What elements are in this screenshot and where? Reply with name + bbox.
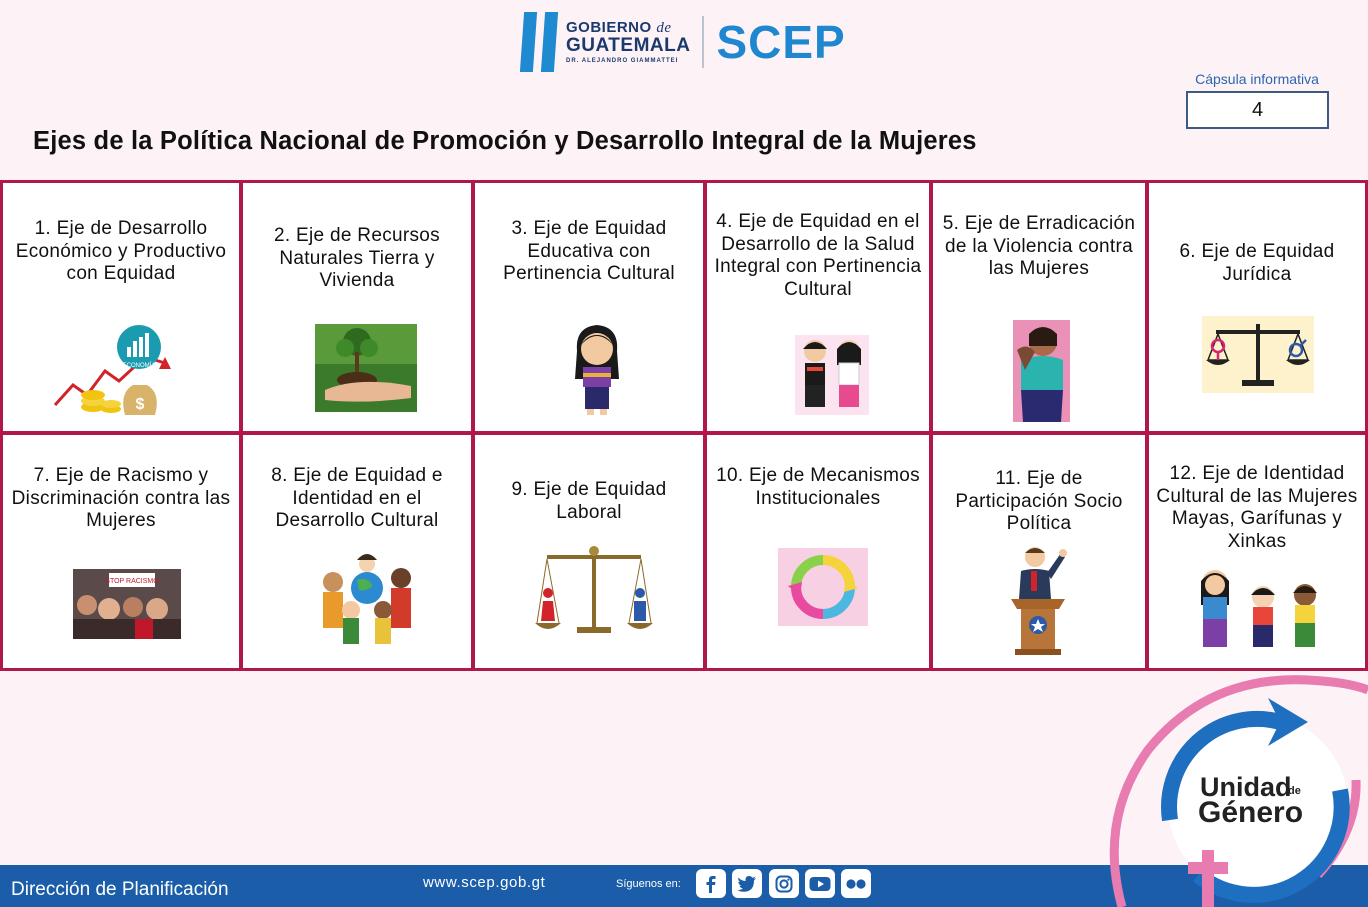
axis-card-6	[1146, 180, 1368, 434]
capsule-label: Cápsula informativa	[1195, 71, 1319, 87]
gobierno-line3: DR. ALEJANDRO GIAMMATTEI	[566, 58, 679, 64]
axis-card-4	[704, 180, 932, 434]
labor-scale-icon	[535, 543, 653, 639]
axis-label: 1. Eje de Desarrollo Económico y Productivo con Equidad	[15, 218, 227, 284]
diverse-people-globe-icon	[315, 548, 419, 652]
gender-logo-word1: Unidad	[1200, 772, 1292, 802]
axis-card-5	[930, 180, 1148, 434]
axis-card-12	[1146, 432, 1368, 671]
footer-department: Dirección de Planificación	[11, 879, 229, 900]
logo-divider	[702, 16, 704, 68]
indigenous-girl-icon	[571, 321, 623, 417]
gender-logo-word2: Género	[1198, 796, 1304, 829]
unidad-de-genero-logo	[1108, 670, 1368, 907]
axis-label: 5. Eje de Erradicación de la Violencia contra las Mujeres	[942, 213, 1136, 279]
youtube-icon[interactable]	[805, 869, 835, 898]
gobierno-line1: GOBIERNO	[566, 19, 652, 36]
violence-woman-icon	[1013, 320, 1070, 422]
three-girls-icon	[1191, 565, 1331, 651]
axis-label: 8. Eje de Equidad e Identidad en el Desarrollo Cultural	[271, 465, 443, 531]
axis-label: 3. Eje de Equidad Educativa con Pertinencia Cultural	[503, 218, 675, 284]
axis-card-10	[704, 432, 932, 671]
economy-image-text: ECONOMÍA	[122, 363, 156, 369]
axis-card-2	[240, 180, 474, 434]
axes-grid	[0, 180, 1368, 671]
axis-label: 12. Eje de Identidad Cultural de las Mujeres Mayas, Garífunas y Xinkas	[1156, 463, 1358, 552]
gobierno-mark-icon	[522, 12, 556, 72]
flickr-icon[interactable]	[841, 869, 871, 898]
economy-icon	[53, 323, 173, 419]
svg-text:$: $	[135, 396, 145, 413]
scep-logo: SCEP	[716, 16, 846, 68]
axis-label: 9. Eje de Equidad Laboral	[511, 479, 667, 523]
axis-label: 11. Eje de Participación Socio Política	[955, 468, 1123, 534]
gender-scale-icon	[1202, 316, 1314, 393]
axis-card-11	[930, 432, 1148, 671]
plant-in-hands-icon	[315, 324, 417, 412]
gobierno-logo	[566, 20, 690, 64]
axis-label: 6. Eje de Equidad Jurídica	[1179, 241, 1335, 285]
protest-crowd-icon	[73, 569, 181, 639]
cycle-arrows-icon	[778, 548, 868, 626]
axis-card-1	[0, 180, 242, 434]
speaker-podium-icon	[1007, 543, 1071, 659]
axis-card-3	[472, 180, 706, 434]
twitter-icon[interactable]	[732, 869, 762, 898]
capsule-number: 4	[1186, 91, 1329, 129]
axis-card-7	[0, 432, 242, 671]
footer-website-link[interactable]: www.scep.gob.gt	[423, 874, 546, 891]
axis-label: 4. Eje de Equidad en el Desarrollo de la Salud Integral con Pertinencia Cultural	[714, 211, 922, 300]
gobierno-line2: GUATEMALA	[566, 35, 691, 56]
instagram-icon[interactable]	[769, 869, 799, 898]
axis-label: 10. Eje de Mecanismos Institucionales	[716, 465, 920, 509]
header-logos	[522, 10, 846, 74]
footer-follow-label: Síguenos en:	[616, 878, 681, 890]
gender-logo-de: de	[1288, 785, 1301, 797]
axis-card-9	[472, 432, 706, 671]
protest-image-text: STOP RACISMO	[105, 578, 159, 585]
gobierno-de: de	[656, 20, 672, 36]
page-title: Ejes de la Política Nacional de Promoción y Desarrollo Integral de la Mujeres	[33, 127, 977, 155]
axis-label: 7. Eje de Racismo y Discriminación contra las Mujeres	[11, 465, 231, 531]
axis-label: 2. Eje de Recursos Naturales Tierra y Vivienda	[274, 225, 440, 291]
axis-card-8	[240, 432, 474, 671]
two-girls-icon	[795, 335, 869, 415]
facebook-icon[interactable]	[696, 869, 726, 898]
